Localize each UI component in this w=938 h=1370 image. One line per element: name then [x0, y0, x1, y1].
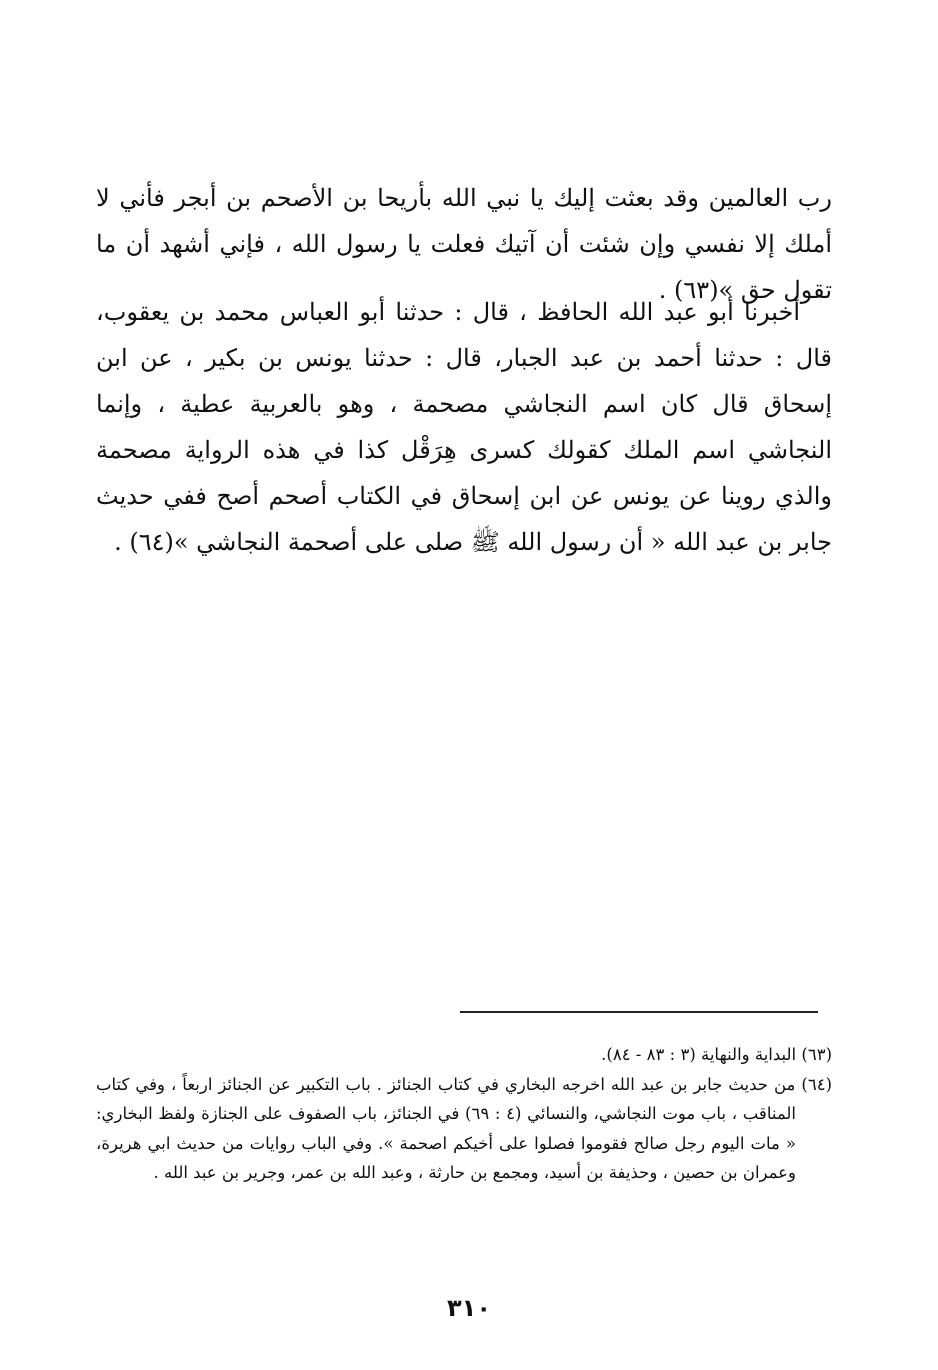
page-number: ٣١٠: [447, 1294, 491, 1322]
body-paragraph-2: أخبرنا أبو عبد الله الحافظ ، قال : حدثنا أبو العباس محمد بن يعقوب، قال : حدثنا أحمد بن عبد الجبار، قال : حدثنا يونس بن بكير ، عن ابن إسحاق قال كان اسم النجاشي مصحمة ، وهو بالعربية عطية ، وإنما النجاشي اسم الملك كقولك كسرى هِرَقْل كذا في هذه الرواية مصحمة والذي روينا عن يونس عن ابن إسحاق في الكتاب أصحم أصح ففي حديث جابر بن عبد الله « أن رسول الله ﷺ صلى على أصحمة النجاشي »(٦٤) .: [96, 298, 832, 556]
body-paragraph-1: رب العالمين وقد بعثت إليك يا نبي الله بأريحا بن الأصحم بن أبجر فأني لا أملك إلا نفسي وإن شئت أن آتيك فعلت يا رسول الله ، فإني أشهد أن ما تقول حق »(٦٣) .: [96, 184, 832, 304]
footnote-separator: [460, 1011, 818, 1013]
footnotes-section: [96, 1040, 832, 1188]
footnote-63: (٦٣) البداية والنهاية (٣ : ٨٣ - ٨٤).: [601, 1045, 832, 1064]
footnote-64: (٦٤) من حديث جابر بن عبد الله اخرجه البخاري في كتاب الجنائز . باب التكبير عن الجنائز اربعاً ، وفي كتاب المناقب ، باب موت النجاشي، والنسائي (٤ : ٦٩) في الجنائز، باب الصفوف على الجنازة ولفظ البخاري: « مات اليوم رجل صالح فقوموا فصلوا على أخيكم اصحمة ». وفي الباب روايات من حديث ابي هريرة، وعمران بن حصين ، وحذيفة بن أسيد، ومجمع بن حارثة ، وعبد الله بن عمر، وجرير بن عبد الله .: [96, 1074, 832, 1182]
